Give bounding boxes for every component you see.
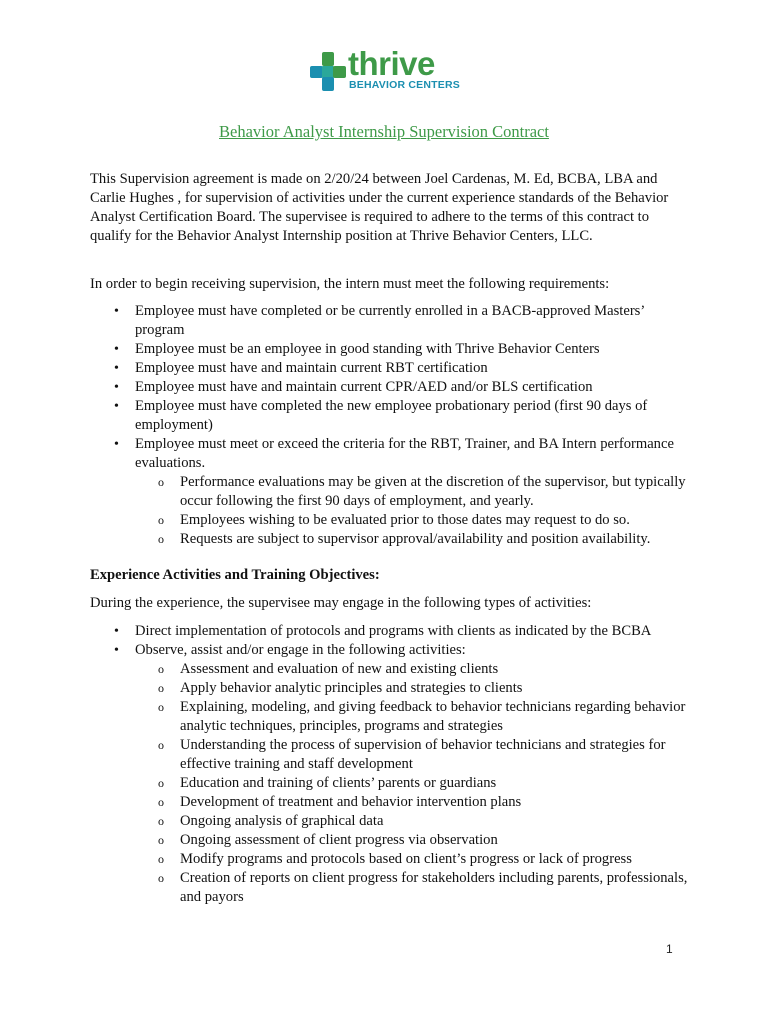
requirements-list [90, 302, 690, 549]
list-item: • Employee must be an employee in good standing with Thrive Behavior Centers [90, 340, 690, 359]
list-item-text: Observe, assist and/or engage in the following activities: [135, 642, 466, 658]
sub-list-item: o Ongoing analysis of graphical data [135, 812, 690, 831]
logo-wordmark: thrive [348, 45, 435, 82]
experience-heading: Experience Activities and Training Objectives: [90, 567, 380, 583]
logo-subtitle: BEHAVIOR CENTERS [349, 79, 460, 91]
list-item: • Employee must have and maintain current RBT certification [90, 359, 690, 378]
sub-list-item: o Creation of reports on client progress for stakeholders including parents, professionals, and payors [135, 869, 690, 907]
page-number: 1 [666, 942, 673, 956]
activities-list [90, 622, 690, 907]
requirements-intro: In order to begin receiving supervision, the intern must meet the following requirements: [90, 276, 610, 292]
thrive-cross-icon [308, 50, 348, 96]
sub-list-item: o Ongoing assessment of client progress via observation [135, 831, 690, 850]
sub-list-item: o Employees wishing to be evaluated prior to those dates may request to do so. [135, 511, 690, 530]
list-item [90, 641, 690, 907]
list-item: • Employee must have completed or be currently enrolled in a BACB-approved Masters’ program [90, 302, 690, 340]
sub-list-item: o Explaining, modeling, and giving feedback to behavior technicians regarding behavior analytic techniques, principles, programs and strategies [135, 698, 690, 736]
sub-list-item: o Development of treatment and behavior intervention plans [135, 793, 690, 812]
list-item-text: Employee must meet or exceed the criteria for the RBT, Trainer, and BA Intern performance evaluations. [135, 436, 674, 471]
thrive-logo [308, 45, 468, 104]
list-item: • Employee must have and maintain current CPR/AED and/or BLS certification [90, 378, 690, 397]
sub-list-item: o Assessment and evaluation of new and existing clients [135, 660, 690, 679]
intro-paragraph: This Supervision agreement is made on 2/20/24 between Joel Cardenas, M. Ed, BCBA, LBA and Carlie Hughes , for supervision of activities under the current experience standards of the Behavior Analyst Certification Board. The supervisee is required to adhere to the terms of this contract to qualify for the Behavior Analyst Internship position at Thrive Behavior Centers, LLC. [90, 171, 669, 244]
document-title: Behavior Analyst Internship Supervision Contract [219, 122, 549, 141]
list-item: • Direct implementation of protocols and programs with clients as indicated by the BCBA [90, 622, 690, 641]
sub-list-item: o Education and training of clients’ parents or guardians [135, 774, 690, 793]
sub-list-item: o Performance evaluations may be given at the discretion of the supervisor, but typically occur following the first 90 days of employment, and yearly. [135, 473, 690, 511]
sub-list-item: o Modify programs and protocols based on client’s progress or lack of progress [135, 850, 690, 869]
sub-list-item: o Understanding the process of supervision of behavior technicians and strategies for effective training and staff development [135, 736, 690, 774]
evaluation-notes-list [135, 473, 690, 549]
list-item [90, 435, 690, 549]
experience-intro: During the experience, the supervisee may engage in the following types of activities: [90, 595, 592, 611]
list-item: • Employee must have completed the new employee probationary period (first 90 days of employment) [90, 397, 690, 435]
sub-list-item: o Requests are subject to supervisor approval/availability and position availability. [135, 530, 690, 549]
sub-activities-list [135, 660, 690, 907]
sub-list-item: o Apply behavior analytic principles and strategies to clients [135, 679, 690, 698]
